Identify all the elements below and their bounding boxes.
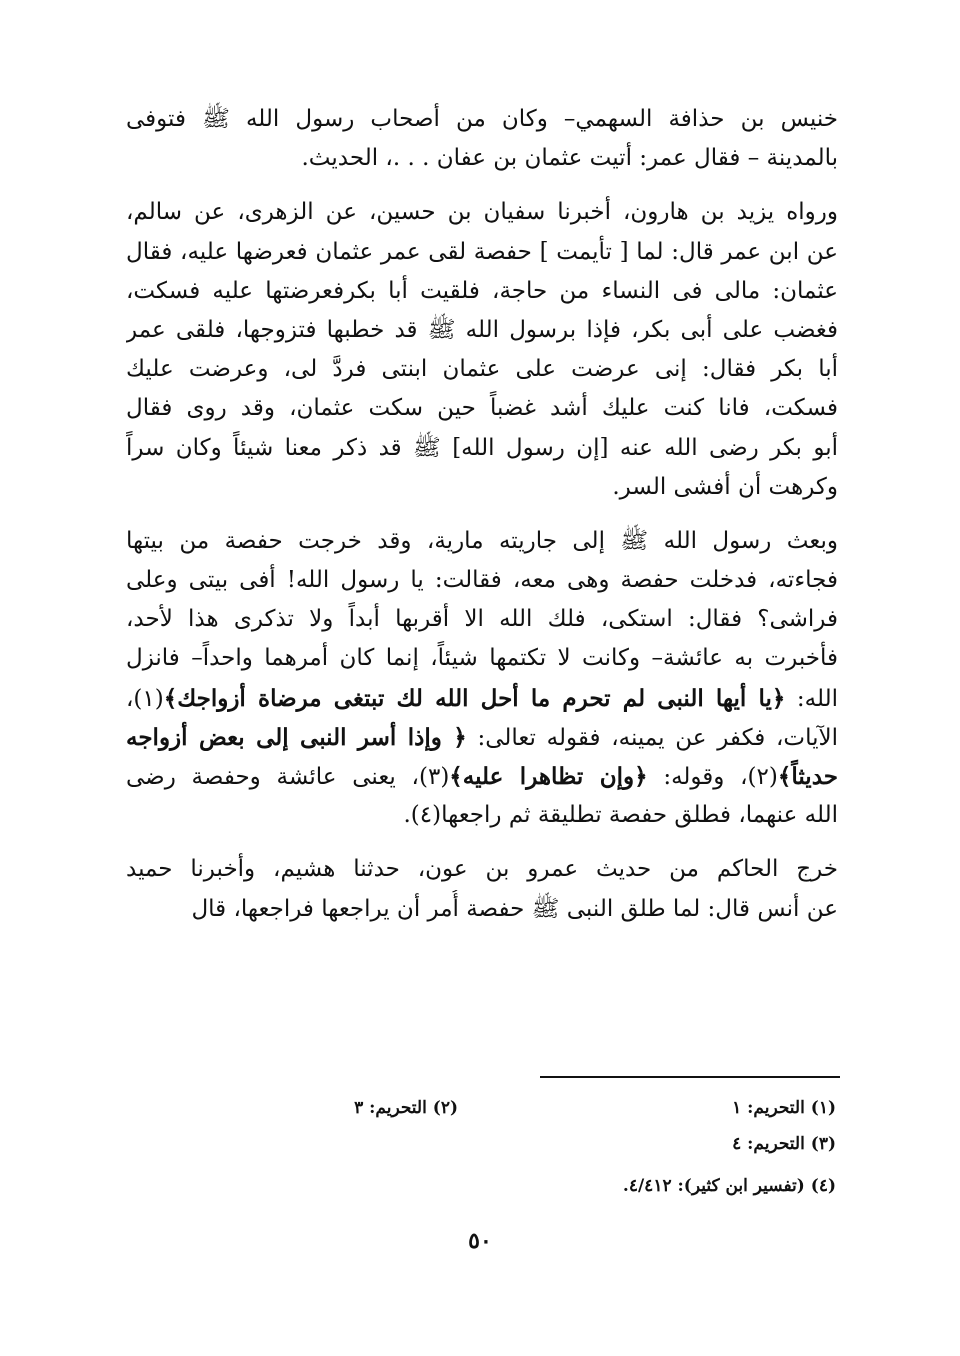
footnote-marker: (٢) (432, 1098, 458, 1118)
text-segment: فراشى؟ فقال: استكى، فلك الله الا أقربها أبداً ولا تذكرى هذا لأحد، (126, 606, 838, 633)
text-line (126, 639, 838, 678)
text-segment: أبا بكر فقال: إنى عرضت على عثمان ابنتى فردَّ لى، وعرضت عليك (126, 356, 838, 383)
paragraph (126, 850, 838, 928)
footnote-marker: (١) (810, 1098, 836, 1118)
text-line (126, 100, 838, 139)
footnote (623, 1174, 836, 1198)
text-segment: وبعث رسول الله ﷺ إلى جاريته مارية، وقد خرجت حفصة من بيتها (126, 527, 838, 554)
paragraph (126, 522, 838, 836)
text-line (126, 233, 838, 272)
text-segment: عن أنس قال: لما طلق النبى ﷺ حفصة أُمر أن يراجعها فراجعها، قال (191, 895, 838, 922)
text-line (126, 757, 838, 796)
text-segment: الله: (785, 685, 838, 712)
text-line (126, 600, 838, 639)
footnote-text: التحريم: ١ (732, 1098, 805, 1118)
footnote-separator (540, 1076, 840, 1078)
quran-quote: حديثاً﴾ (777, 763, 838, 790)
text-line (126, 350, 838, 389)
text-line (126, 890, 838, 929)
body-text (126, 100, 838, 944)
footnote-text: التحريم: ٤ (732, 1134, 805, 1154)
text-segment: الله عنهما، فطلق حفصة تطليقة ثم راجعها(٤). (403, 802, 838, 829)
footnote-marker: (٤) (810, 1176, 836, 1196)
text-segment: وكرهت أن أفشى السر. (612, 473, 838, 500)
text-line (126, 272, 838, 311)
footnote-text: (تفسير ابن كثير): ٤/٤١٢. (622, 1176, 805, 1196)
quran-quote: ﴿يا أيها النبى لم تحرم ما أحل الله لك تبتغى مرضاة أزواجك﴾ (163, 684, 786, 712)
quran-quote: ﴿ وإذا أسر النبى إلى بعض أزواجه (126, 723, 467, 751)
footnote-marker: (٣) (810, 1134, 836, 1154)
page-number: ٥٠ (468, 1228, 492, 1254)
text-line (126, 718, 838, 757)
footnote (354, 1096, 458, 1120)
text-line (126, 796, 838, 835)
text-segment: الآيات، فكفر عن يمينه، فقوله تعالى: (466, 724, 838, 751)
text-segment: (١)، (126, 685, 164, 712)
text-line (126, 561, 838, 600)
footnote (732, 1096, 836, 1120)
text-segment: فأخبرت به عائشة– وكانت لا تكتمها شيئاً، إنما كان أمرهما واحداً– فانزل (126, 645, 838, 672)
text-segment: (٢)، وقوله: (647, 764, 778, 790)
text-line (126, 193, 838, 232)
text-line (126, 311, 838, 350)
text-segment: أبو بكر رضى الله عنه [إن رسول الله] ﷺ قد ذكر معنا شيئاً وكان سراً (126, 434, 838, 461)
text-segment: ورواه يزيد بن هارون، أخبرنا سفيان بن حسين، عن الزهرى، عن سالم، (126, 199, 838, 226)
text-segment: بالمدينة – فقال عمر: أتيت عثمان بن عفان . . .، الحديث. (301, 145, 838, 172)
text-segment: فغضب على أبى بكر، فإذا برسول الله ﷺ قد خطبها فتزوجها، فلقى عمر (126, 316, 838, 343)
paragraph (126, 100, 838, 178)
text-segment: عثمان: مالى فى النساء من حاجة، فلقيت أبا بكرفعرضتها عليه فسكت، (126, 277, 838, 304)
text-segment: خرج الحاكم من حديث عمرو بن عون، حدثنا هشيم، وأخبرنا حميد (126, 856, 838, 883)
text-line (126, 522, 838, 561)
text-line (126, 389, 838, 428)
text-segment: خنيس بن حذافة السهمي– وكان من أصحاب رسول الله ﷺ فتوفى (126, 106, 838, 132)
quran-quote: ﴿وإن تظاهرا عليه﴾ (449, 763, 648, 790)
text-segment: فسكت، فانا كنت عليك أشد غضباً حين سكت عثمان، وقد روى فقال (126, 395, 838, 422)
text-segment: (٣)، يعنى عائشة وحفصة رضى (126, 764, 450, 790)
text-line (126, 139, 838, 178)
footnote (732, 1132, 836, 1156)
footnote-text: التحريم: ٣ (354, 1098, 427, 1118)
text-line (126, 468, 838, 507)
text-segment: فجاءته، فدخلت حفصة وهى معه، فقالت: يا رسول الله! أفى بيتى وعلى (126, 567, 838, 594)
text-line (126, 679, 838, 718)
text-segment: عن ابن عمر قال: لما [ تأيمت ] حفصة لقى عمر عثمان فعرضها عليه، فقال (126, 238, 838, 265)
text-line (126, 850, 838, 889)
text-line (126, 429, 838, 468)
paragraph (126, 193, 838, 507)
